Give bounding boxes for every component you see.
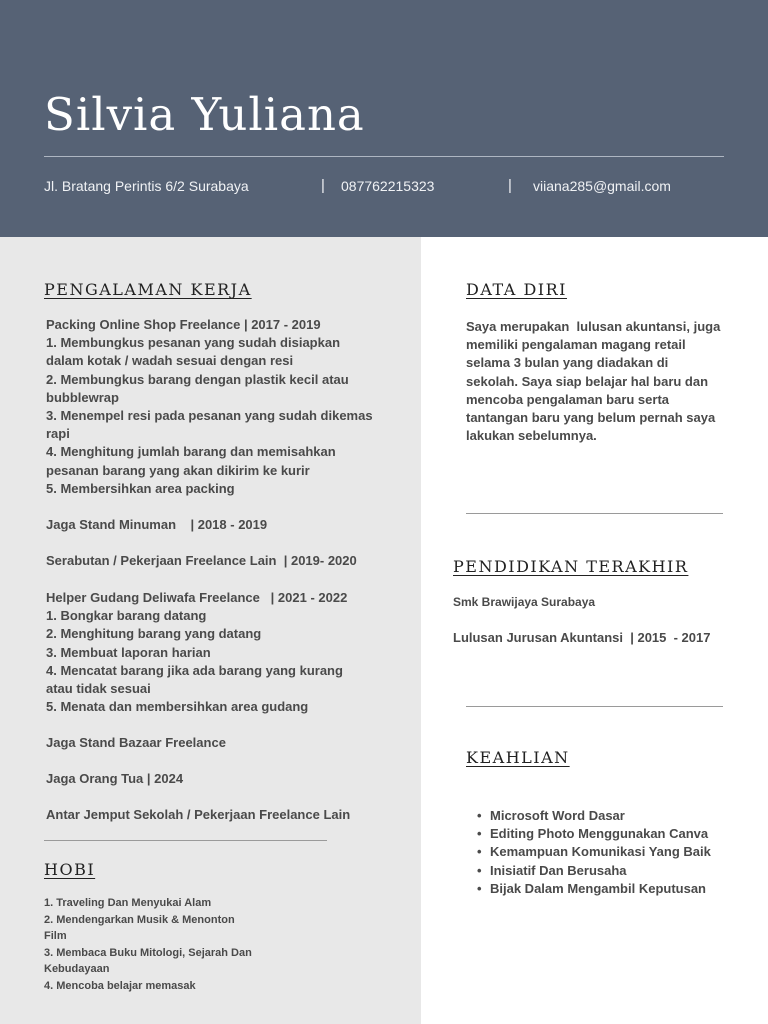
about-text [466,318,720,445]
job-entry [46,516,267,534]
job-line: 3. Membuat laporan harian [46,644,211,660]
skill-item [477,825,711,843]
skill-label: Microsoft Word Dasar [490,808,625,823]
job-entry [46,806,350,824]
bullet-icon: • [477,862,482,878]
job-entry [46,552,357,570]
header-divider [44,156,724,157]
section-divider [466,706,723,707]
experience-heading: PENGALAMAN KERJA [44,280,252,299]
hobby-line: 2. Mendengarkan Musik & Menonton [44,913,235,926]
hobby-line: Kebudayaan [44,963,110,975]
section-divider [44,840,327,841]
hobbies-heading: HOBI [44,860,96,879]
bullet-icon: • [477,880,482,896]
job-line: bubblewrap [46,389,119,405]
job-line: Jaga Stand Minuman | 2018 - 2019 [46,517,268,532]
job-entry [46,770,183,788]
job-line: 4. Menghitung jumlah barang dan memisahkan [46,444,336,460]
education-major: Lulusan Jurusan Akuntansi | 2015 - 2017 [453,630,711,645]
job-line: atau tidak sesuai [46,681,151,697]
skill-item [477,862,711,880]
job-entry [46,316,373,498]
job-line: Jaga Stand Bazaar Freelance [46,735,226,750]
skills-heading: KEAHLIAN [466,748,570,767]
skill-item [477,880,711,898]
person-name: Silvia Yuliana [44,88,365,141]
job-line: Helper Gudang Deliwafa Freelance | 2021 - 2022 [46,590,348,605]
about-line: selama 3 bulan yang diadakan di [466,355,669,371]
skill-label: Inisiatif Dan Berusaha [490,862,627,878]
job-line: 2. Membungkus barang dengan plastik kecil atau [46,371,349,387]
about-line: lakukan sebelumnya. [466,428,597,444]
section-divider [466,513,723,514]
job-line: Serabutan / Pekerjaan Freelance Lain | 2019- 2020 [46,553,357,568]
about-line: mencoba pengalaman baru serta [466,391,670,407]
job-line: 3. Menempel resi pada pesanan yang sudah dikemas [46,408,373,424]
about-line: sekolah. Saya siap belajar hal baru dan [466,373,709,389]
hobby-line: 1. Traveling Dan Menyukai Alam [44,897,212,909]
contact-separator: | [321,177,325,194]
about-heading: DATA DIRI [466,280,567,299]
hobbies-list [44,895,252,994]
skills-list [477,807,711,898]
job-entry [46,589,347,716]
job-line: 5. Membersihkan area packing [46,480,235,496]
skill-item [477,807,711,825]
job-line: Jaga Orang Tua | 2024 [46,771,184,786]
school-name: Smk Brawijaya Surabaya [453,595,596,609]
phone-text: 087762215323 [341,178,435,194]
education-heading: PENDIDIKAN TERAKHIR [453,557,689,576]
about-line: tantangan baru yang belum pernah saya [466,410,716,426]
bullet-icon: • [477,844,482,860]
job-line: 4. Mencatat barang jika ada barang yang kurang [46,662,343,678]
skill-label: Editing Photo Menggunakan Canva [490,826,709,842]
skill-item [477,843,711,861]
contact-separator: | [508,177,512,194]
job-line: 2. Menghitung barang yang datang [46,626,262,642]
bullet-icon: • [477,826,482,842]
hobby-line: 3. Membaca Buku Mitologi, Sejarah Dan [44,946,252,959]
job-line: Packing Online Shop Freelance | 2017 - 2019 [46,317,321,332]
address-text: Jl. Bratang Perintis 6/2 Surabaya [44,178,249,194]
job-line: 1. Bongkar barang datang [46,608,207,624]
about-line: Saya merupakan lulusan akuntansi, juga [466,319,721,334]
job-line: dalam kotak / wadah sesuai dengan resi [46,353,294,369]
job-line: pesanan barang yang akan dikirim ke kurir [46,462,310,478]
bullet-icon: • [477,808,482,823]
job-line: Antar Jemput Sekolah / Pekerjaan Freelance Lain [46,807,351,822]
hobby-line: Film [44,930,67,942]
job-entry [46,734,226,752]
email-text: viiana285@gmail.com [533,178,671,194]
job-line: 5. Menata dan membersihkan area gudang [46,699,309,715]
job-line: 1. Membungkus pesanan yang sudah disiapkan [46,335,341,351]
skill-label: Kemampuan Komunikasi Yang Baik [490,844,711,860]
about-line: memiliki pengalaman magang retail [466,337,686,353]
skill-label: Bijak Dalam Mengambil Keputusan [490,880,706,896]
hobby-line: 4. Mencoba belajar memasak [44,979,196,992]
header-banner [0,0,768,237]
job-line: rapi [46,426,70,442]
